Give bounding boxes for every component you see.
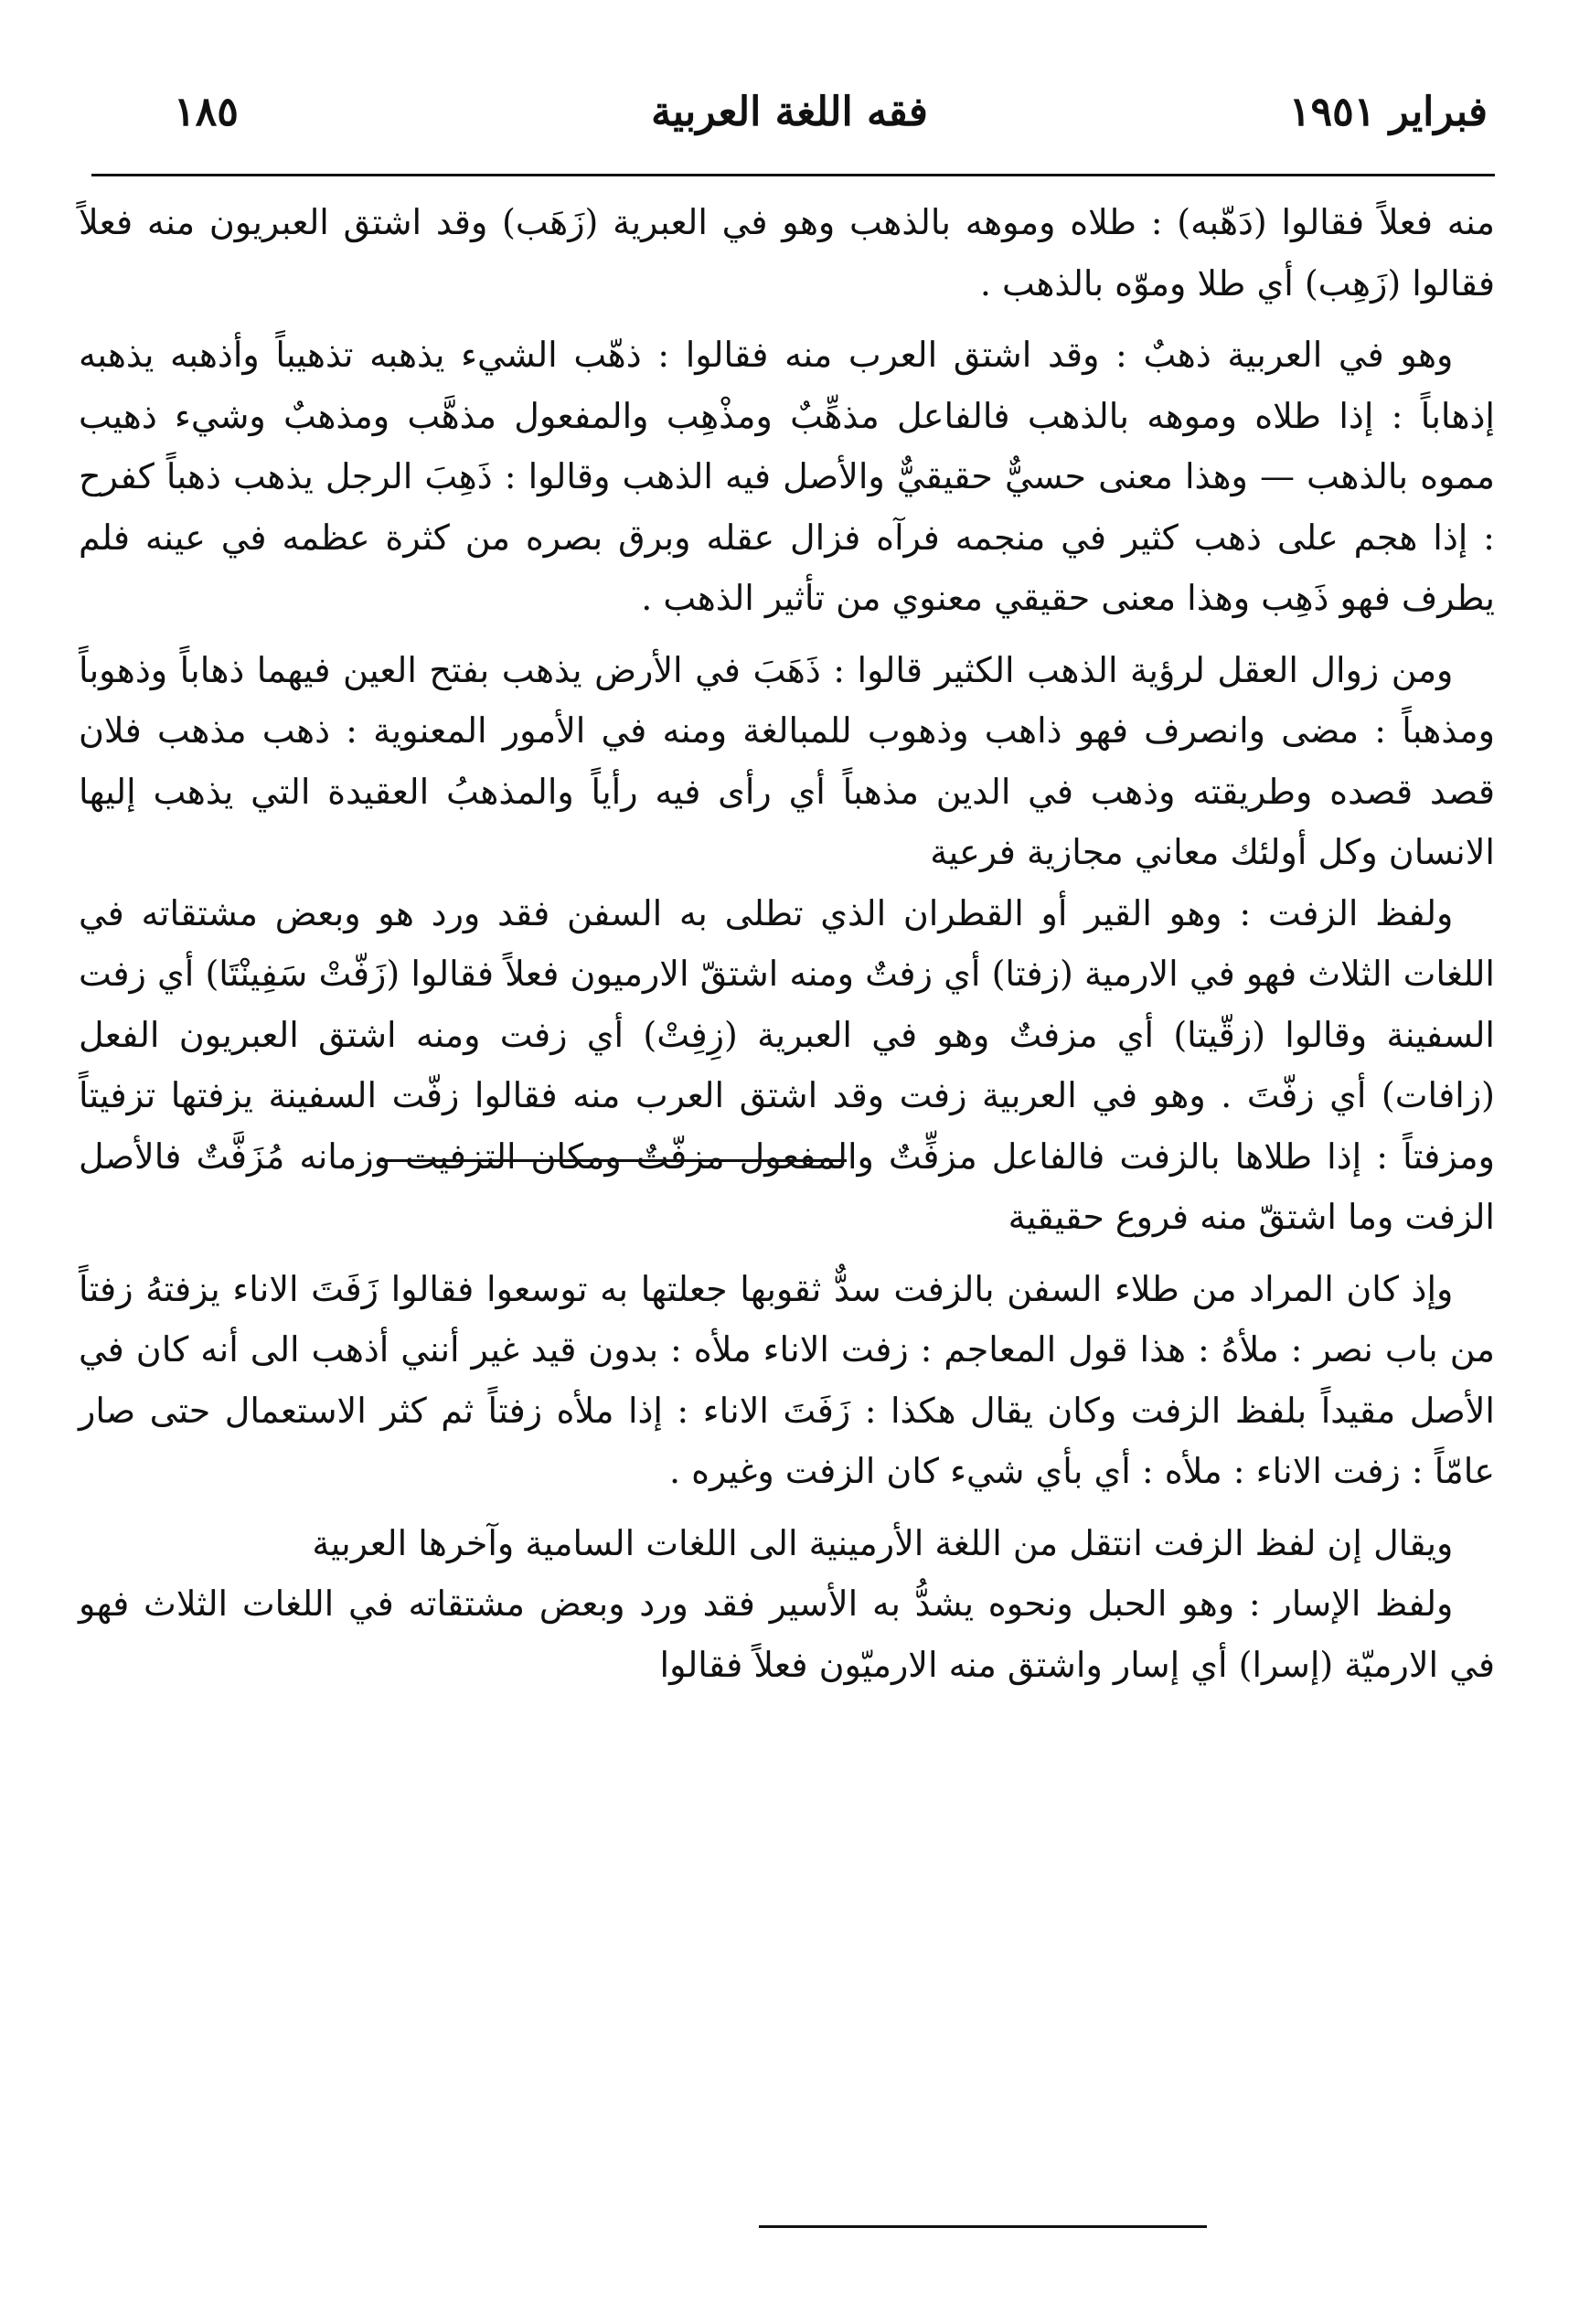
paragraph-zift-extension: وإذ كان المراد من طلاء السفن بالزفت سدٌّ ثقوبها جعلتها به توسعوا فقالوا زَفَتَ الاناء يزفتهُ زفتاً من باب نصر : ملأهُ : هذا قول المعاجم : زفت الاناء ملأه : بدون قيد غير أنني أذهب الى أنه كان في الأصل مقيداً بلفظ الزفت وكان يقال هكذا : زَفَتَ الاناء : إذا ملأه زفتاً ثم كثر الاستعمال حتى صار عامّاً : زفت الاناء : ملأه : أي بأي شيء كان الزفت وغيره . [79, 1268, 1495, 1491]
paragraph-zift: ولفظ الزفت : وهو القير أو القطران الذي تطلى به السفن فقد ورد هو وبعض مشتقاته في اللغات الثلاث فهو في الارمية (زفتا) أي زفتٌ ومنه اشتقّ الارميون فعلاً فقالوا (زَفّتْ سَفِينْتَا) أي زفت السفينة وقالوا (زقّيتا) أي مزفتٌ وهو في العبرية (زِفِتْ) أي زفت ومنه اشتق العبريون الفعل (زافات) أي زفّتَ . وهو في العربية زفت وقد اشتق العرب منه فقالوا زفّت السفينة يزفتها تزفيتاً ومزفتاً : إذا طلاها بالزفت فالفاعل مزفِّتٌ والمفعول مزفّتٌ ومكان التزفيت وزمانه مُزَفَّتٌ فالأصل الزفت وما اشتقّ منه فروع حقيقية [79, 892, 1495, 1237]
header-rule [91, 174, 1495, 176]
section-divider-isar [759, 2225, 1207, 2228]
paragraph-dahab-hebrew: منه فعلاً فقالوا (دَهّبه) : طلاه وموهه بالذهب وهو في العبرية (زَهَب) وقد اشتق العبريون منه فعلاً فقالوا (زَهِب) أي طلا وموّه بالذهب . [79, 202, 1495, 304]
paragraph-zift-origin: ويقال إن لفظ الزفت انتقل من اللغة الأرمينية الى اللغات السامية وآخرها العربية [312, 1522, 1454, 1563]
page-number: ١٨٥ [174, 89, 239, 135]
header-date: فبراير ١٩٥١ [1288, 89, 1488, 135]
running-header [91, 80, 1488, 144]
paragraph-dahab-arabic: وهو في العربية ذهبٌ : وقد اشتق العرب منه فقالوا : ذهّب الشيء يذهبه تذهيباً وأذهبه يذهبه إذهاباً : إذا طلاه وموهه بالذهب فالفاعل مذهِّبٌ ومذْهِب والمفعول مذهَّب ومذهبٌ وشيء ذهيب مموه بالذهب — وهذا معنى حسيٌّ حقيقيٌّ والأصل فيه الذهب وقالوا : ذَهِبَ الرجل يذهب ذهباً كفرح : إذا هجم على ذهب كثير في منجمه فرآه فزال عقله وبرق بصره من كثرة عظمه في عينه فلم يطرف فهو ذَهِب وهذا معنى حقيقي معنوي من تأثير الذهب . [79, 335, 1495, 618]
section-divider-zift [380, 1159, 847, 1162]
page-body [79, 192, 1495, 1695]
paragraph-isar: ولفظ الإسار : وهو الحبل ونحوه يشدُّ به الأسير فقد ورد وبعض مشتقاته في اللغات الثلاث فهو في الارميّة (إسرا) أي إسار واشتق منه الارميّون فعلاً فقالوا [79, 1583, 1495, 1685]
paragraph-dahab-figurative: ومن زوال العقل لرؤية الذهب الكثير قالوا : ذَهَبَ في الأرض يذهب بفتح العين فيهما ذهاباً وذهوباً ومذهباً : مضى وانصرف فهو ذاهب وذهوب للمبالغة ومنه في الأمور المعنوية : ذهب مذهب فلان قصد قصده وطريقته وذهب في الدين مذهباً أي رأى فيه رأياً والمذهبُ العقيدة التي يذهب إليها الانسان وكل أولئك معاني مجازية فرعية [79, 649, 1495, 872]
header-title: فقه اللغة العربية [651, 89, 928, 135]
